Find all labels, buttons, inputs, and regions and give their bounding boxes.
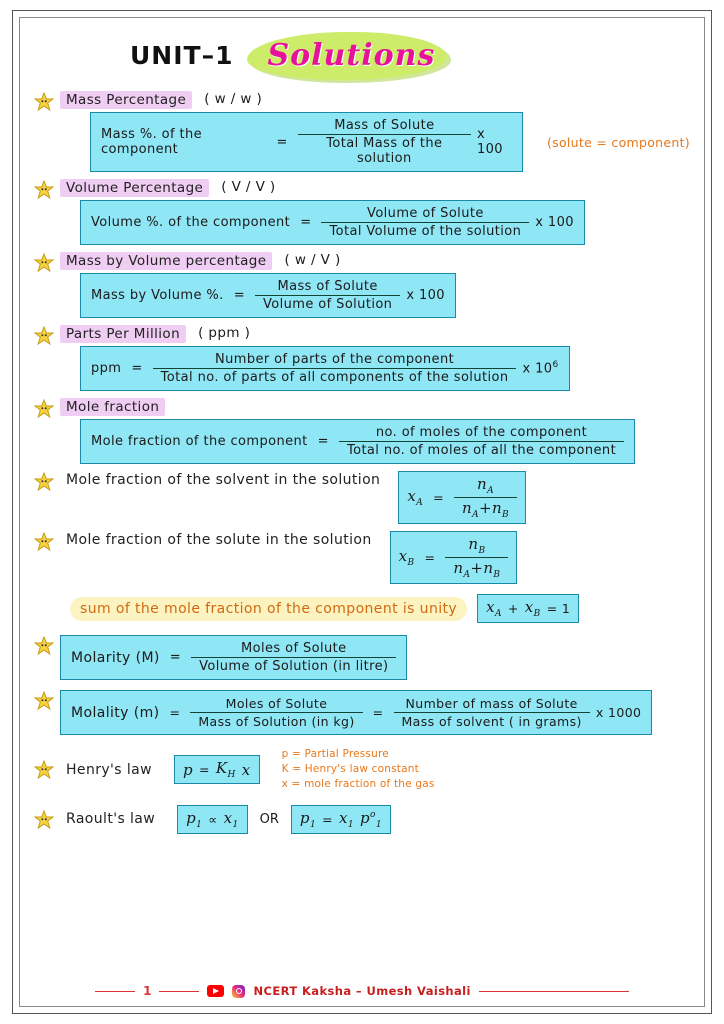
- unit-title: UNIT–1: [130, 40, 234, 70]
- raoult1-x-base: x: [223, 808, 233, 827]
- mole-fraction-equals: =: [317, 434, 329, 449]
- formula-box-molarity: [60, 635, 407, 680]
- ppm-equals: =: [131, 361, 143, 376]
- star-icon: [34, 760, 54, 780]
- henry-note-2: K = Henry's law constant: [281, 763, 419, 776]
- raoult2-x-sub: 1: [347, 819, 354, 830]
- page-footer: [20, 984, 704, 998]
- notes-content: [20, 18, 704, 1006]
- ppm-numerator: Number of parts of the component: [153, 352, 517, 369]
- heading-mole-fraction: Mole fraction: [60, 398, 165, 416]
- henry-law-notes: [282, 747, 435, 793]
- molarity-denominator: Volume of Solution (in litre): [199, 659, 389, 674]
- mfso-den-left-sub: A: [463, 570, 471, 580]
- molality-denominator-1: Mass of Solution (in kg): [198, 714, 355, 729]
- formula-row-mass-by-volume: [80, 273, 690, 318]
- raoult2-p2-sub: 1: [375, 819, 382, 830]
- label-mole-fraction-solute: Mole fraction of the solute in the solution: [66, 532, 372, 548]
- raoult1-p-sub: 1: [196, 819, 203, 830]
- heading-ppm-suffix: ( ppm ): [198, 325, 251, 341]
- unity-statement-row: [70, 594, 690, 623]
- formula-box-unity: [477, 594, 579, 623]
- page-number: 1: [143, 984, 152, 998]
- mass-by-volume-denominator: Volume of Solution: [263, 297, 393, 312]
- formula-box-mass-by-volume: [80, 273, 456, 318]
- mfs-den-plus: +: [478, 499, 492, 517]
- raoult1-proportional: ∝: [208, 811, 218, 827]
- unity-right-sub: B: [533, 609, 541, 619]
- formula-row-ppm: [80, 346, 690, 391]
- heading-mass-by-volume: Mass by Volume percentage: [60, 252, 272, 270]
- section-mole-fraction-solute: [34, 531, 690, 584]
- mfso-num-sub: B: [478, 546, 486, 556]
- volume-percentage-numerator: Volume of Solute: [321, 206, 529, 223]
- mfs-num-sub: A: [487, 486, 494, 496]
- star-icon: [34, 326, 54, 346]
- mfso-numerator: [445, 535, 508, 558]
- section-mass-percentage-heading: [34, 91, 690, 112]
- henry-p: p: [182, 760, 193, 779]
- formula-box-mole-fraction: [80, 419, 635, 464]
- molality-fraction-2: [394, 696, 590, 729]
- raoult2-p-sub: 1: [309, 819, 317, 830]
- footer-line-right: [479, 991, 629, 992]
- section-molality: [34, 690, 690, 735]
- star-icon: [34, 810, 54, 830]
- mfso-symbol-base: x: [398, 547, 408, 565]
- section-raoult-law: [34, 805, 690, 834]
- page-title: Solutions: [267, 37, 436, 73]
- star-icon: [34, 253, 54, 273]
- formula-box-volume-percentage: [80, 200, 585, 245]
- unity-equals-one: = 1: [546, 601, 571, 616]
- ppm-fraction: [153, 352, 517, 385]
- mole-fraction-fraction: [339, 425, 624, 458]
- volume-percentage-fraction: [321, 206, 529, 239]
- unity-right: [525, 598, 541, 619]
- formula-row-volume-percentage: [80, 200, 690, 245]
- molality-rhs: x 1000: [595, 705, 642, 720]
- molality-equals-1: =: [169, 705, 181, 720]
- molarity-fraction: [191, 641, 396, 674]
- unity-statement-text: sum of the mole fraction of the component is unity: [70, 597, 467, 621]
- heading-mass-by-volume-suffix: ( w / V ): [284, 252, 341, 268]
- page-inner-border: [19, 17, 705, 1007]
- star-icon: [34, 399, 54, 419]
- mfs-fraction: [454, 475, 517, 520]
- molarity-label: Molarity (M): [71, 649, 160, 666]
- mass-by-volume-fraction: [255, 279, 400, 312]
- mfso-symbol-sub: B: [407, 558, 415, 568]
- heading-volume-percentage: Volume Percentage: [60, 179, 209, 197]
- brand-label: NCERT Kaksha – Umesh Vaishali: [253, 984, 471, 998]
- henry-note-1: p = Partial Pressure: [281, 748, 389, 760]
- mfso-den-left: n: [453, 559, 464, 577]
- mass-percentage-fraction: [298, 118, 471, 166]
- ppm-lhs: ppm: [91, 361, 122, 376]
- label-mole-fraction-solvent: Mole fraction of the solvent in the solution: [66, 472, 381, 488]
- heading-raoult-law: Raoult's law: [66, 811, 156, 828]
- unity-left-base: x: [486, 598, 495, 616]
- heading-mass-percentage-suffix: ( w / w ): [204, 91, 263, 107]
- mfso-den-right-sub: B: [493, 570, 501, 580]
- mass-percentage-equals: =: [276, 134, 288, 150]
- star-icon: [34, 532, 54, 552]
- section-henry-law: [34, 747, 690, 793]
- note-solute-component: (solute = component): [546, 134, 690, 150]
- formula-box-ppm: [80, 346, 570, 391]
- mfso-denominator: [445, 558, 508, 580]
- mole-fraction-denominator: Total no. of moles of all the component: [346, 443, 617, 458]
- mass-by-volume-numerator: Mass of Solute: [255, 279, 400, 296]
- mole-fraction-lhs: Mole fraction of the component: [91, 434, 308, 449]
- henry-x: x: [241, 760, 251, 779]
- raoult1-p-base: p: [186, 808, 197, 827]
- molality-fraction-1: [190, 696, 362, 729]
- raoult-or-label: OR: [259, 811, 279, 827]
- mfs-symbol-sub: A: [416, 498, 424, 508]
- unity-right-base: x: [524, 598, 534, 616]
- molality-label: Molality (m): [71, 704, 160, 721]
- mass-by-volume-equals: =: [233, 288, 246, 303]
- raoult2-p: [300, 809, 316, 830]
- section-molarity: [34, 635, 690, 680]
- ppm-rhs-base: x 10: [522, 361, 553, 377]
- molarity-numerator: Moles of Solute: [191, 641, 396, 658]
- star-icon: [34, 92, 54, 112]
- raoult1-x-sub: 1: [232, 819, 239, 830]
- solutions-title-wrap: [251, 36, 451, 75]
- mfs-den-right: n: [491, 499, 502, 517]
- mfso-num-base: n: [468, 535, 479, 553]
- henry-k: [216, 759, 236, 780]
- mfs-equals: =: [433, 490, 444, 505]
- molality-equals-2: =: [372, 705, 384, 720]
- raoult2-x-base: x: [338, 808, 348, 827]
- youtube-icon[interactable]: [207, 985, 224, 997]
- formula-row-mass-percentage: [90, 112, 690, 172]
- molality-numerator-2: Number of mass of Solute: [394, 696, 590, 713]
- formula-box-henry-law: [174, 755, 260, 784]
- volume-percentage-rhs: x 100: [535, 215, 574, 230]
- unity-left: [486, 598, 502, 619]
- molality-numerator-1: Moles of Solute: [190, 696, 362, 713]
- mfso-equals: =: [424, 550, 436, 565]
- heading-henry-law: Henry's law: [66, 761, 152, 778]
- raoult1-x: [224, 809, 239, 830]
- raoult2-equals: =: [322, 811, 333, 827]
- page-border: [12, 10, 712, 1014]
- mfso-den-right: n: [483, 559, 494, 577]
- section-volume-percentage-heading: [34, 179, 690, 200]
- section-mole-fraction-heading: [34, 398, 690, 419]
- star-icon: [34, 180, 54, 200]
- heading-ppm: Parts Per Million: [60, 325, 186, 343]
- mfs-num-base: n: [477, 475, 488, 493]
- ppm-rhs-exponent: 6: [552, 360, 559, 371]
- raoult2-x: [339, 809, 354, 830]
- mole-fraction-numerator: no. of moles of the component: [339, 425, 624, 442]
- molality-denominator-2: Mass of solvent ( in grams): [401, 714, 582, 729]
- mfs-symbol: [407, 487, 423, 508]
- page-header: [34, 26, 690, 84]
- raoult2-p2-base: p: [359, 808, 370, 827]
- heading-volume-percentage-suffix: ( V / V ): [221, 179, 276, 195]
- formula-box-mole-fraction-solute: [390, 531, 518, 584]
- volume-percentage-equals: =: [300, 215, 312, 230]
- star-icon: [34, 691, 54, 711]
- star-icon: [34, 472, 54, 492]
- mass-percentage-lhs: Mass %. of the component: [101, 127, 203, 157]
- unity-left-sub: A: [494, 609, 502, 619]
- formula-row-mole-fraction: [80, 419, 690, 464]
- mfs-denominator: [454, 498, 517, 520]
- molarity-equals: =: [169, 650, 182, 665]
- volume-percentage-lhs: Volume %. of the component: [91, 215, 291, 230]
- section-ppm-heading: [34, 325, 690, 346]
- raoult2-p-base: p: [299, 808, 310, 827]
- section-mass-by-volume-heading: [34, 252, 690, 273]
- mfs-symbol-base: x: [407, 487, 417, 505]
- instagram-icon[interactable]: [232, 985, 245, 998]
- formula-box-mass-percentage: [90, 112, 523, 172]
- raoult2-p2-sup: o: [369, 809, 376, 820]
- footer-line-left: [95, 991, 135, 992]
- henry-equals: =: [198, 762, 210, 778]
- mfs-numerator: [454, 475, 517, 498]
- heading-mass-percentage: Mass Percentage: [60, 91, 192, 109]
- ppm-rhs: [522, 360, 558, 376]
- mass-by-volume-rhs: x 100: [406, 288, 445, 303]
- formula-box-raoult-2: [291, 805, 391, 834]
- mfs-den-left: n: [462, 499, 473, 517]
- formula-box-raoult-1: [177, 805, 248, 834]
- footer-line-mid: [159, 991, 199, 992]
- mfso-fraction: [445, 535, 508, 580]
- ppm-denominator: Total no. of parts of all components of the solution: [160, 370, 509, 385]
- mfs-den-right-sub: B: [502, 510, 510, 520]
- volume-percentage-denominator: Total Volume of the solution: [329, 224, 522, 239]
- unity-plus: +: [507, 601, 519, 616]
- mass-percentage-numerator: Mass of Solute: [298, 118, 471, 135]
- formula-box-molality: [60, 690, 652, 735]
- henry-k-sub: H: [227, 770, 236, 781]
- raoult2-p2: [360, 809, 382, 830]
- star-icon: [34, 636, 54, 656]
- henry-note-3: x = mole fraction of the gas: [281, 778, 435, 791]
- mfso-symbol: [399, 547, 415, 568]
- section-mole-fraction-solvent: [34, 471, 690, 524]
- mfso-den-plus: +: [470, 559, 484, 577]
- mass-percentage-denominator: Total Mass of the solution: [326, 136, 443, 166]
- mass-by-volume-lhs: Mass by Volume %.: [91, 288, 224, 303]
- raoult1-p: [186, 809, 202, 830]
- henry-k-base: K: [215, 759, 228, 778]
- mfs-den-left-sub: A: [472, 510, 479, 520]
- formula-box-mole-fraction-solvent: [398, 471, 526, 524]
- mass-percentage-rhs: x 100: [476, 127, 503, 157]
